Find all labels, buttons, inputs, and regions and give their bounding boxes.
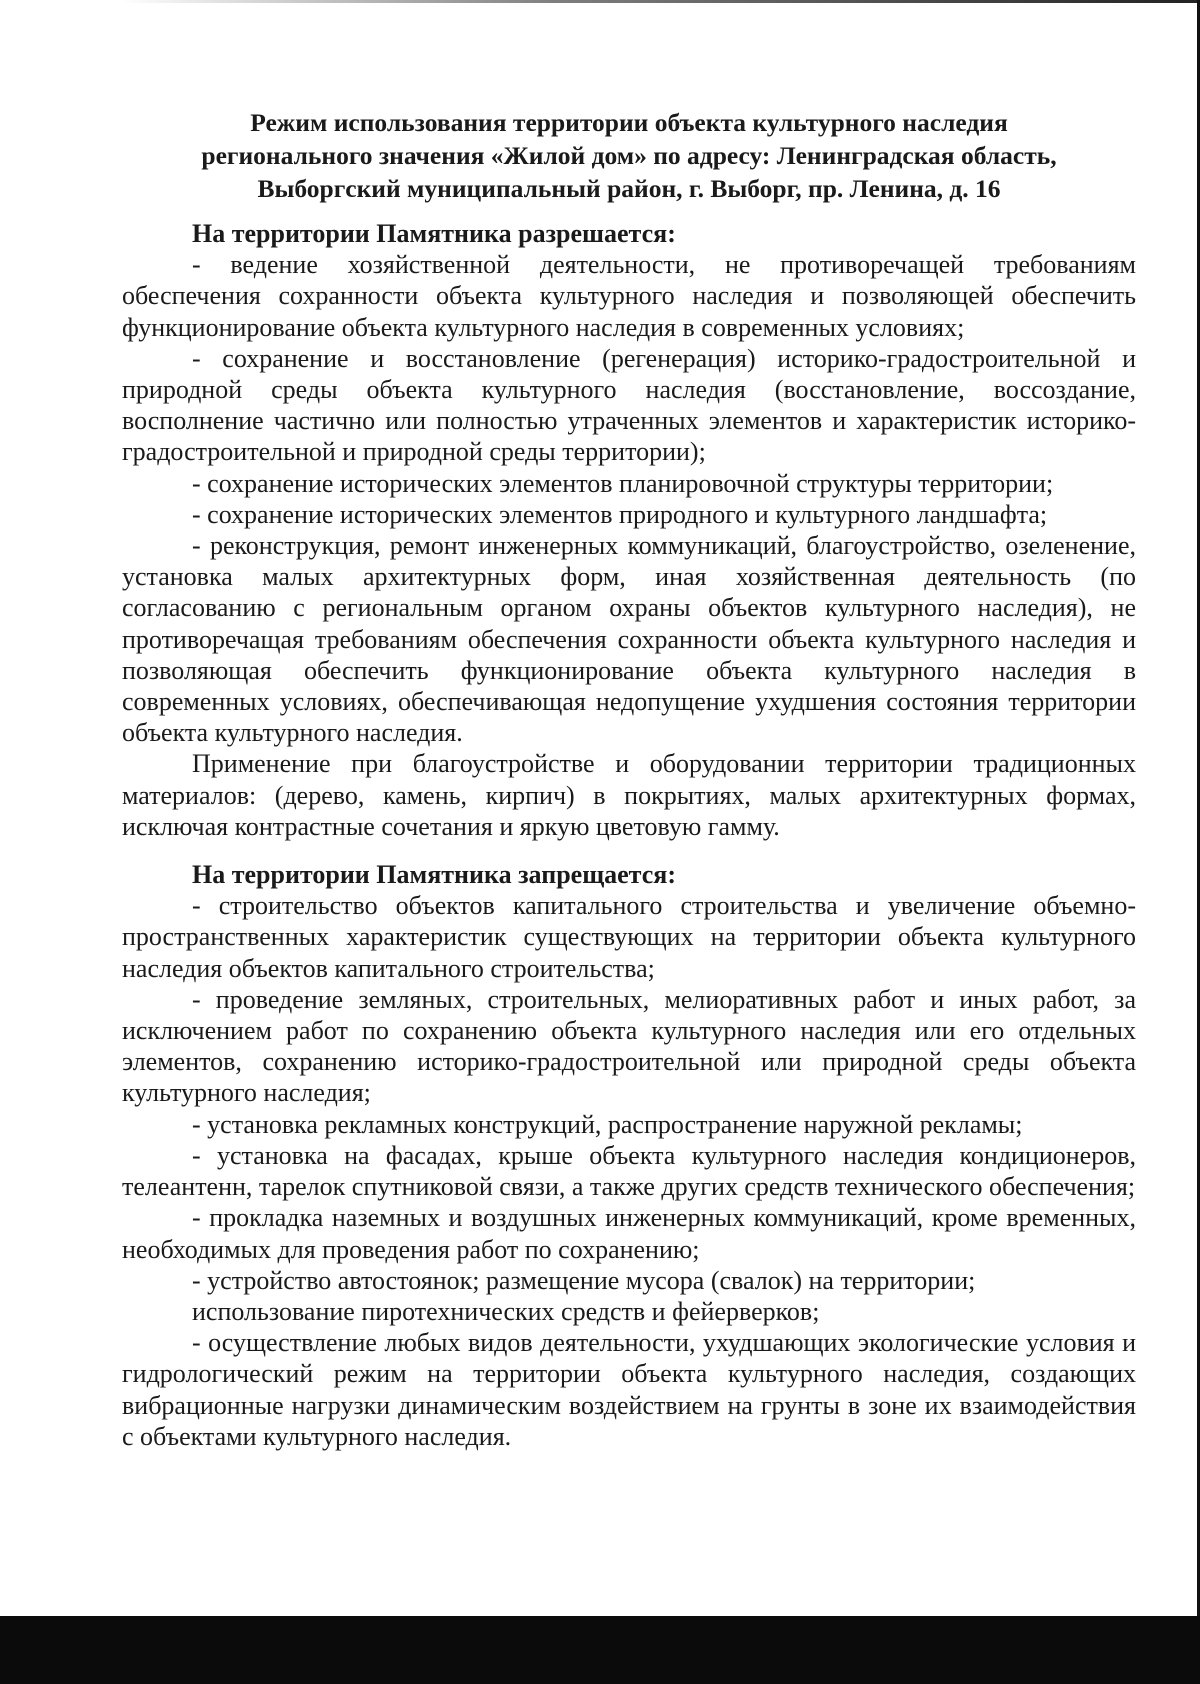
prohibited-item: - осуществление любых видов деятельности, ухудшающих экологические условия и гидрологический режим на территории объекта культурного наследия, создающих вибрационные нагрузки динамическим воздействием на грунты в зоне их взаимодействия с объектами культурного наследия. — [122, 1328, 1136, 1451]
allowed-item: - сохранение исторических элементов планировочной структуры территории; — [192, 468, 1054, 498]
allowed-item: - реконструкция, ремонт инженерных коммуникаций, благоустройство, озеленение, установка малых архитектурных форм, иная хозяйственная деятельность (по согласованию с региональным органом охраны объектов культурного наследия), не противоречащая требованиям обеспечения сохранности объекта культурного наследия и позволяющая обеспечить функционирование объекта культурного наследия в современных условиях, обеспечивающая недопущение ухудшения состояния территории объекта культурного наследия. — [122, 531, 1136, 748]
prohibited-item: - устройство автостоянок; размещение мусора (свалок) на территории; — [192, 1265, 976, 1295]
prohibited-item: использование пиротехнических средств и фейерверков; — [192, 1296, 820, 1326]
title-line: Выборгский муниципальный район, г. Выборг, пр. Ленина, д. 16 — [257, 174, 1001, 203]
allowed-item: - сохранение исторических элементов природного и культурного ландшафта; — [192, 499, 1048, 529]
prohibited-section — [122, 859, 1136, 1452]
prohibited-heading: На территории Памятника запрещается: — [192, 860, 677, 890]
scan-edge-top — [120, 0, 1200, 3]
document-title — [122, 106, 1136, 205]
scan-bottom-bar — [0, 1616, 1200, 1684]
prohibited-item: - проведение земляных, строительных, мелиоративных работ и иных работ, за исключением работ по сохранению объекта культурного наследия или его отдельных элементов, сохранению историко-градостроительной или природной среды объекта культурного наследия; — [122, 984, 1136, 1108]
allowed-item: - ведение хозяйственной деятельности, не противоречащей требованиям обеспечения сохранности объекта культурного наследия и позволяющей обеспечить функционирование объекта культурного наследия в современных условиях; — [122, 250, 1136, 342]
prohibited-item: - установка рекламных конструкций, распространение наружной рекламы; — [192, 1109, 1023, 1139]
document-page — [122, 106, 1136, 1452]
title-line: регионального значения «Жилой дом» по адресу: Ленинградская область, — [201, 141, 1057, 170]
allowed-heading: На территории Памятника разрешается: — [192, 219, 676, 248]
prohibited-item: - установка на фасадах, крыше объекта культурного наследия кондиционеров, телеантенн, тарелок спутниковой связи, а также других средств технического обеспечения; — [122, 1140, 1136, 1202]
prohibited-item: - прокладка наземных и воздушных инженерных коммуникаций, кроме временных, необходимых для проведения работ по сохранению; — [122, 1203, 1136, 1264]
allowed-section — [122, 218, 1136, 842]
prohibited-item: - строительство объектов капитального строительства и увеличение объемно-пространственных характеристик существующих на территории объекта культурного наследия объектов капитального строительства; — [122, 891, 1136, 983]
title-line: Режим использования территории объекта культурного наследия — [250, 108, 1008, 137]
materials-paragraph: Применение при благоустройстве и оборудовании территории традиционных материалов: (дерево, камень, кирпич) в покрытиях, малых архитектурных формах, исключая контрастные сочетания и яркую цветовую гамму. — [122, 749, 1136, 841]
allowed-item: - сохранение и восстановление (регенерация) историко-градостроительной и природной среды объекта культурного наследия (восстановление, воссоздание, восполнение частично или полностью утраченных элементов и характеристик историко-градостроительной и природной среды территории); — [122, 343, 1136, 467]
